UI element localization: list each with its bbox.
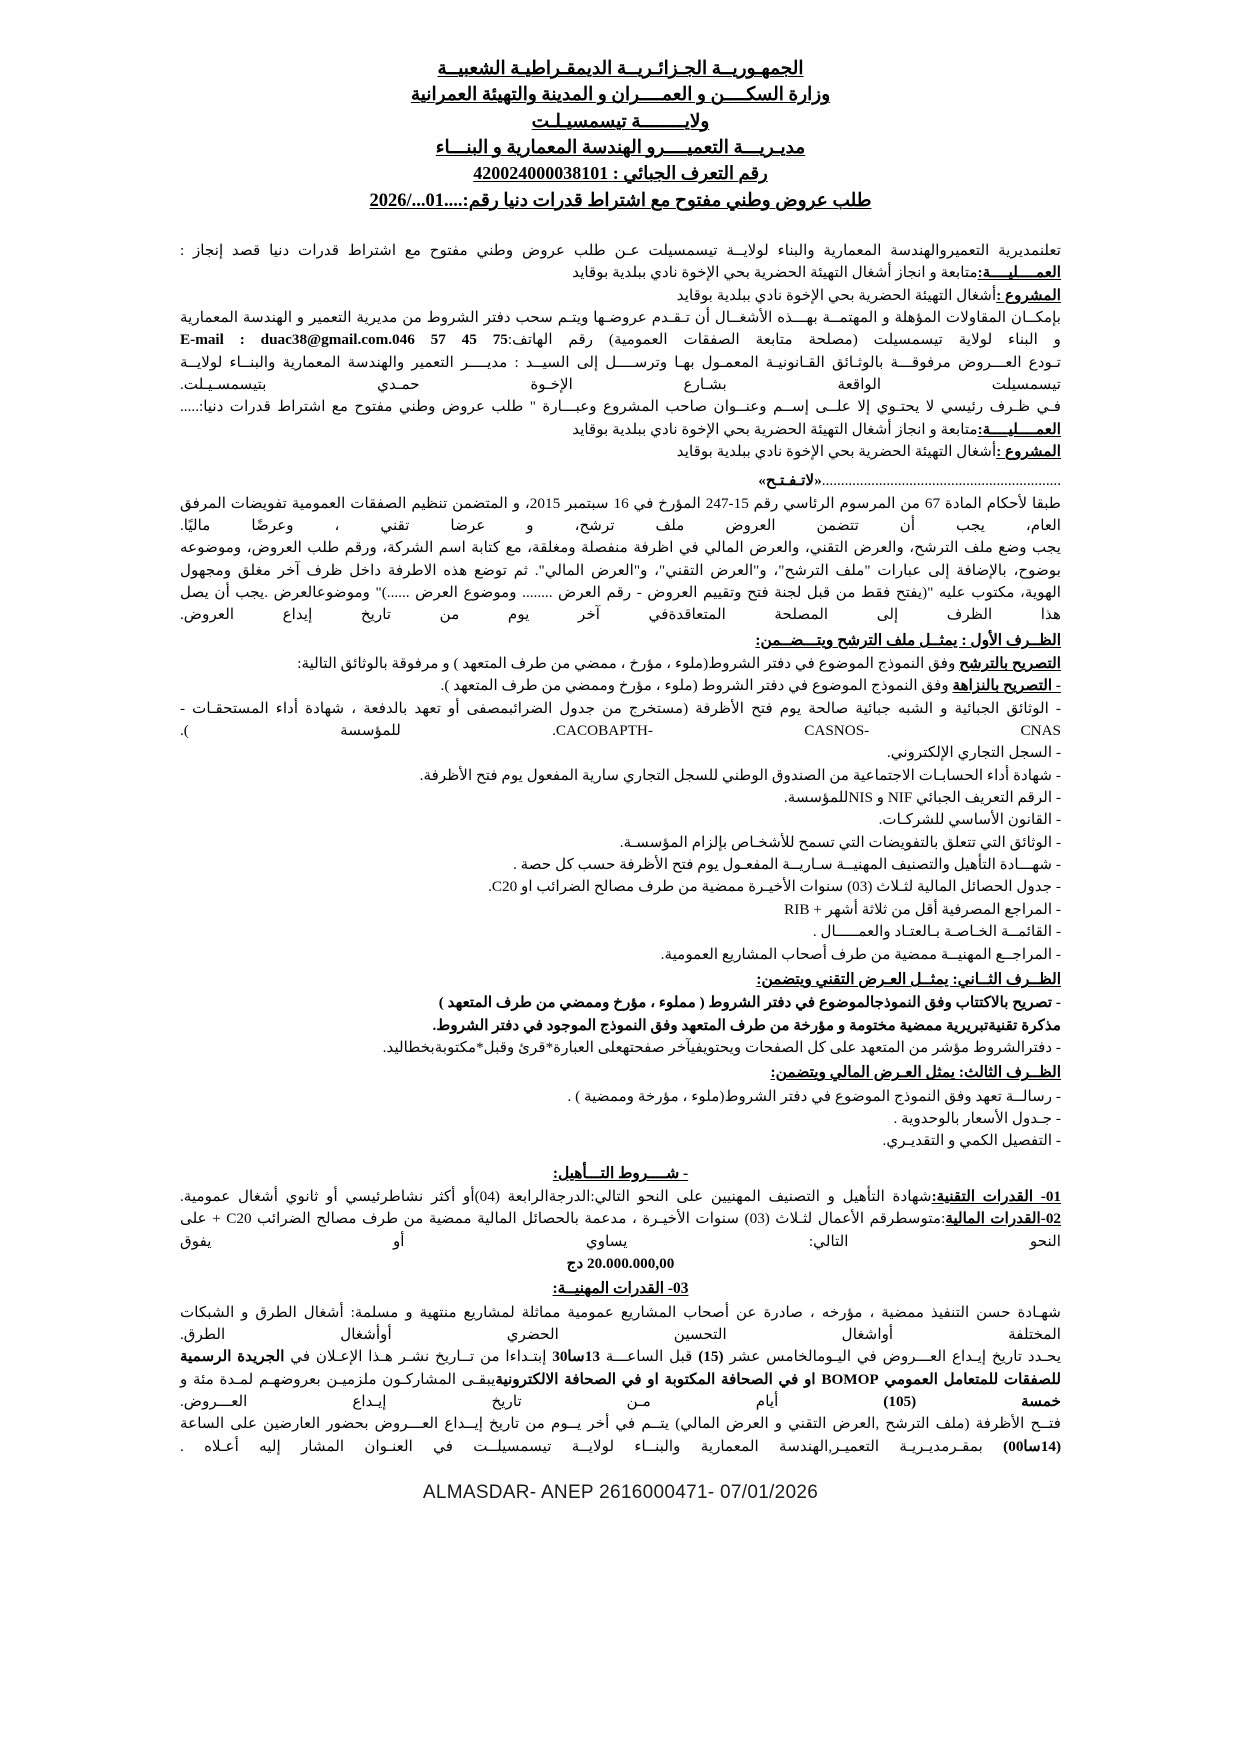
qualification-heading: - شــــروط التـــأهيل: xyxy=(552,1164,689,1182)
deposit-paragraph xyxy=(180,1346,1061,1413)
envelope-note-paragraph: فـي ظـرف رئيسي لا يحتـوي إلا علــى إســم وعنــوان صاحب المشروع وعبـــارة " طلب عروض وطني مفتوح مع اشتراط قدرات دنيا:..... xyxy=(180,398,1061,416)
opening-time: (14سا00) xyxy=(1003,1437,1062,1455)
operation-line-2 xyxy=(180,419,1061,441)
envelope2-item-1: مذكرة تقنيةتبريرية ممضية مختومة و مؤرخة من طرف المتعهد وفق النموذج الموجود في دفتر الشروط. xyxy=(432,1016,1061,1034)
envelope1-item-6: - القانون الأساسي للشركـات. xyxy=(878,811,1061,829)
email-value: duac38@gmail.com. xyxy=(260,331,393,349)
envelope3-item-2: - التفصيل الكمي و التقديـري. xyxy=(882,1132,1061,1150)
list-item xyxy=(180,854,1061,876)
list-item: - التصريح بالنزاهة وفق النموذج الموضوع في دفتر الشروط (ملوء ، مؤرخ وممضي من طرف المتعهد ). xyxy=(440,677,1061,695)
intro-paragraph: تعلنمديرية التعميروالهندسة المعمارية والبناء لولايــة تيسمسيلت عـن طلب عروض وطني مفتوح مع اشتراط قدرات دنيا قصد إنجاز : xyxy=(180,241,1061,259)
packing-paragraph: يجب وضع ملف الترشح، والعرض التقني، والعرض المالي في اظرفة منفصلة ومغلقة، مع كتابة اسم الشركة، ورقم طلب العروض، وموضوعه بوضوح، بالإضافة إلى عبارات "ملف الترشح"، و"العرض التقني"، و"العرض المالي". ثم توضع هذه الاطرفة داخل ظرف آخر مغلق ومجهول الهوية، مكتوب عليه "(يفتح فقط من قبل لجنة فتح وتقييم العروض - رقم العرض ........ وموضوع العرض ......)" وموضوعالعرض .يجب أن يصل هذا الظرف إلى المصلحة المتعاقدةفي آخر يوم من تاريخ إيداع العروض. xyxy=(180,539,1061,624)
envelope3-item-1: - جـدول الأسعار بالوحدوية . xyxy=(893,1109,1061,1127)
dots-filler: ............................................................... xyxy=(821,472,1061,490)
envelope1-item-3: - السجل التجاري الإلكتروني. xyxy=(886,744,1061,762)
envelope2-heading: الظــرف الثــاني: يمثــل العـرض التقني ويتضمن: xyxy=(756,970,1061,988)
project-value-1: أشغال التهيئة الحضرية بحي الإخوة نادي ببلدية بوقايد xyxy=(676,286,997,304)
header-notice-title: طلب عروض وطني مفتوح مع اشتراط قدرات دنيا رقم:....01.../2026 xyxy=(369,190,872,211)
list-item: التصريح بالترشح وفق النموذج الموضوع في دفتر الشروط(ملوء ، مؤرخ ، ممضي من طرف المتعهد ) و مرفوقة بالوثائق التالية: xyxy=(297,655,1061,673)
qualification-item-1-text: شهادة التأهيل و التصنيف المهنيين على النحو التالي:الدرجةالرابعة (04)أو أكثر نشاطرئيسي أو ثانوي أشغال عمومية. xyxy=(180,1187,932,1205)
envelope1-item-12: - المراجــع المهنيــة ممضية من طرف أصحاب المشاريع العمومية. xyxy=(660,945,1061,963)
list-item xyxy=(180,832,1061,854)
deposit-time: 13سا30 xyxy=(552,1348,600,1366)
project-value-2: أشغال التهيئة الحضرية بحي الإخوة نادي ببلدية بوقايد xyxy=(676,442,997,460)
tax-id-value: 420024000038101 xyxy=(473,163,609,184)
deposit-text-5: يبقـى المشاركـون ملزميـن بعروضهـم لمـدة مئة و xyxy=(180,1370,496,1388)
envelope1-item-1-text: وفق النموذج الموضوع في دفتر الشروط (ملوء ، مؤرخ وممضي من طرف المتعهد ). xyxy=(440,677,953,695)
list-item xyxy=(180,742,1061,764)
opening-text-2: بمقـرمديـريـة التعميـر,الهندسة المعمارية والبنــاء لولايــة تيسمسيلــت في العنـوان المشار إليه أعـلاه . xyxy=(180,1437,983,1455)
withdraw-text: بإمكــان المقاولات المؤهلة و المهتمــة بهـــذه الأشغــال أن تـقـدم عروضـها ويتـم سحب دفتر الشروط من مديرية التعمير و الهندسة المعمارية و البناء لولاية تيسمسيلت (مصلحة متابعة الصفقات العمومية) رقم الهاتف: xyxy=(180,308,1062,349)
document-footer: ALMASDAR- ANEP 2616000471- 07/01/2026 xyxy=(422,1482,819,1503)
project-line-1 xyxy=(180,285,1061,307)
header-wilaya: ولايــــــــة تيسمسيـلـت xyxy=(531,111,710,132)
operation-label-1: العمــــليــــة: xyxy=(977,264,1061,282)
envelope3-item-0: - رسالــة تعهد وفق النموذج الموضوع في دفتر الشروط(ملوء ، مؤرخة وممضية ) . xyxy=(567,1087,1061,1105)
envelope1-item-10: - المراجع المصرفية أقل من ثلاثة أشهر + RIB xyxy=(784,900,1061,918)
list-item xyxy=(180,944,1061,966)
do-not-open-text: «لاتـفـتـح» xyxy=(758,472,822,490)
contact-email-phone: E-mail : duac38@gmail.com.046 57 45 75 xyxy=(180,331,508,349)
opening-paragraph xyxy=(180,1413,1061,1458)
qualification-amount: 20.000.000,00 دج xyxy=(566,1254,675,1272)
qualification-item-2-text: :متوسطرقم الأعمال لثـلاث (03) سنوات الأخيـرة ، مدعمة بالحصائل المالية ممضية من طرف مصالح الضرائب C20 + على النحو التالي: يساوي أو يفوق xyxy=(180,1210,1061,1250)
list-item xyxy=(180,899,1061,921)
envelope1-item-8: - شهـــادة التأهيل والتصنيف المهنيــة سـاريــة المفعـول يوم فتح الأظرفة حسب كل حصة . xyxy=(513,856,1061,874)
envelope2-item-0: - تصريح بالاكتتاب وفق النموذجالموضوع في دفتر الشروط ( مملوء ، مؤرخ وممضي من طرف المتعهد ) xyxy=(438,994,1061,1012)
list-item xyxy=(180,1130,1061,1152)
qualification-item-2 xyxy=(180,1208,1061,1253)
header-republic: الجمهـوريــة الجـزائـريــة الديمقـراطيـة الشعبيــة xyxy=(437,59,804,79)
qualification-item-1 xyxy=(180,1186,1061,1208)
phone-value: 046 57 45 75 xyxy=(392,331,508,349)
header-tax-id: رقم التعرف الجبائي : 420024000038101 xyxy=(473,163,768,184)
list-item xyxy=(180,876,1061,898)
list-item xyxy=(180,765,1061,787)
opening-text-1: فتــح الأظرفة (ملف الترشح ,العرض التقني و العرض المالي) يتــم في أخر يــوم من تاريخ إيــداع العـــروض بحضور العارضين على الساعة xyxy=(180,1415,1061,1433)
envelope2-item-2: - دفترالشروط مؤشر من المتعهد على كل الصفحات ويحتويفيآخر صفحتهعلى العبارة*قرئ وقبل*مكتوبةبخطاليد. xyxy=(382,1038,1061,1056)
envelope3-heading: الظــرف الثالث: يمثل العـرض المالي ويتضمن: xyxy=(770,1064,1061,1082)
validity-days: خمسة (105) xyxy=(883,1392,1062,1410)
journal-name: الجريدة الرسمية للصفقات للمتعامل العمومي BOMOP xyxy=(180,1348,1061,1388)
envelope1-list xyxy=(180,653,1061,966)
list-item xyxy=(180,1086,1061,1108)
list-item xyxy=(180,921,1061,943)
list-item xyxy=(180,992,1061,1014)
envelope2-list xyxy=(180,992,1061,1059)
deposit-text-4: او في الصحافة المكتوبة او في الصحافة الالكترونية xyxy=(495,1370,816,1388)
qualification-item-3-text: شهـادة حسن التنفيذ ممضية ، مؤرخه ، صادرة عن أصحاب المشاريع عمومية مماثلة لمشاريع منتهية و مسلمة: أشغال الطرق و الشبكات المختلفة أواشغال التحسين الحضري أوأشغال الطرق. xyxy=(180,1303,1061,1343)
list-item xyxy=(180,1108,1061,1130)
envelope1-item-11: - القائمــة الخـاصـة بـالعتـاد والعمـــــال . xyxy=(812,923,1061,941)
list-item xyxy=(180,787,1061,809)
qualification-item-2-label: 02-القدرات المالية xyxy=(945,1210,1061,1228)
deposit-days: (15) xyxy=(698,1348,724,1366)
operation-line-1 xyxy=(180,262,1061,284)
envelope1-item-7: - الوثائق التي تتعلق بالتفويضات التي تسمح للأشخـاص بإلزام المؤسسـة. xyxy=(619,833,1061,851)
envelope1-item-9: - جدول الحصائل المالية لثـلاث (03) سنوات الأخيـرة ممضية من طرف مصالح الضرائب او C20. xyxy=(488,878,1061,896)
deposit-text-1: يحـدد تاريخ إيـداع العـــروض في اليـومالخامس عشر xyxy=(729,1348,1062,1366)
header-ministry: وزارة السكــــن و العمــــران و المدينة والتهيئة العمرانية xyxy=(410,85,831,106)
submission-paragraph: تـودع العـــروض مرفوقـــة بالوثـائق القـانونيـة المعمـول بهـا وترســــل إلى السيــد : مديــــر التعمير والهندسة المعمارية والبنــاء لولايــة تيسمسيلت الواقعة بشـارع الإخـوة حمـدي بتيسمسـيـلت. xyxy=(180,353,1061,393)
envelope1-item-2: - الوثائق الجبائية و الشبه جبائية صالحة يوم فتح الأظرفة (مستخرج من جدول الضرائبمصفى أو تعهد بالدفعة ، شهادة أداء المستحقـات -CACOBAPTH- CASNOS- CNAS. للمؤسسة ). xyxy=(180,699,1061,740)
envelope1-item-4: - شهادة أداء الحسابـات الاجتماعية من الصندوق الوطني للسجل التجاري سارية المفعول يوم فتح الأظرفة. xyxy=(419,766,1061,784)
operation-label-2: العمــــليــــة: xyxy=(977,420,1061,438)
deposit-text-6: أيام مـن تاريخ إيـداع العـــروض. xyxy=(180,1392,779,1410)
list-item xyxy=(180,1037,1061,1059)
deposit-text-2: قبل الساعـــة xyxy=(605,1348,693,1366)
envelope3-list xyxy=(180,1086,1061,1153)
envelope1-item-5: - الرقم التعريف الجبائي NIF و NISللمؤسسة. xyxy=(783,789,1061,807)
list-item xyxy=(180,1015,1061,1037)
operation-value-1: متابعة و انجاز أشغال التهيئة الحضرية بحي الإخوة نادي ببلدية بوقايد xyxy=(572,264,978,282)
qualification-item-3-heading: 03- القدرات المهنيــة: xyxy=(552,1280,689,1298)
envelope1-heading: الظــرف الأول : يمثــل ملف الترشح ويتـــضــمن: xyxy=(755,631,1061,649)
project-label-2: المشروع : xyxy=(996,442,1061,460)
decree-paragraph: طبقا لأحكام المادة 67 من المرسوم الرئاسي رقم 15-247 المؤرخ في 16 سبتمبر 2015، و المتضمن تنظيم الصفقات العمومية تفويضات المرفق العام، يجب أن تتضمن العروض ملف ترشح، و عرضا تقني ، وعرضًا ماليًا. xyxy=(180,494,1061,534)
project-line-2 xyxy=(180,441,1061,463)
qualification-item-1-label: 01- القدرات التقنية: xyxy=(931,1187,1062,1205)
header-directorate: مديـريـــة التعميــــرو الهندسة المعمارية و البنـــاء xyxy=(435,137,806,158)
deposit-text-3: إبتـداءا من تــاريخ نشـر هـذا الإعـلان في xyxy=(290,1348,547,1366)
operation-value-2: متابعة و انجاز أشغال التهيئة الحضرية بحي الإخوة نادي ببلدية بوقايد xyxy=(572,420,978,438)
document-header xyxy=(180,56,1061,214)
withdraw-paragraph xyxy=(180,307,1061,352)
list-item xyxy=(180,698,1061,743)
envelope1-item-0-text: وفق النموذج الموضوع في دفتر الشروط(ملوء ، مؤرخ ، ممضي من طرف المتعهد ) و مرفوقة بالوثائق التالية: xyxy=(297,655,960,673)
do-not-open-line xyxy=(180,470,1061,492)
project-label-1: المشروع : xyxy=(996,286,1061,304)
list-item xyxy=(180,809,1061,831)
